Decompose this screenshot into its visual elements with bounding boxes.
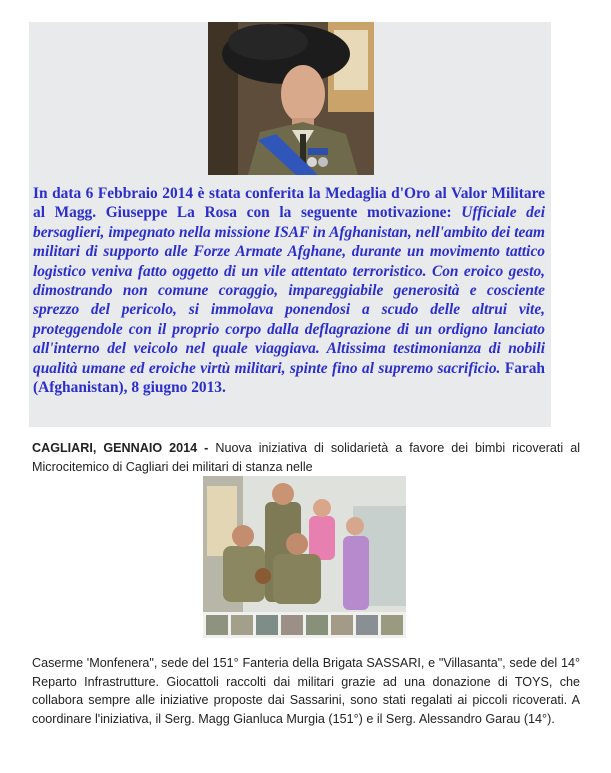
news-intro: Nuova iniziativa di solidarietà a favore dei bimbi ricoverati al Microcitemico di Cagliari dei militari di stanza nelle xyxy=(32,441,580,474)
medal-lead: In data 6 Febbraio 2014 è stata conferita la Medaglia d'Oro al Valor Militare al Magg. Giuseppe La Rosa con la seguente motivazione: xyxy=(33,185,545,222)
news-intro-paragraph xyxy=(32,439,580,477)
medal-citation: Ufficiale dei bersaglieri, impegnato nella missione ISAF in Afghanistan, nell'ambito dei team militari di supporto alle Forze Armate Afghane, durante un movimento tattico logistico veniva fatto oggetto di un vile attentato terroristico. Con eroico gesto, dimostrando non comune coraggio, impareggiabile generosità e cosciente sprezzo del pericolo, si immolava ponendosi a scudo delle altrui vite, proteggendole con il proprio corpo dalla deflagrazione di un ordigno lanciato all'interno del veicolo nel quale viaggiava. Altissima testimonianza di nobili qualità umane ed eroiche virtù militari, spinte fino al supremo sacrificio. xyxy=(33,204,545,377)
news-dateline: CAGLIARI, GENNAIO 2014 - xyxy=(32,441,209,455)
medal-citation-paragraph xyxy=(33,184,545,397)
medal-place-date: Farah (Afghanistan), 8 giugno 2013. xyxy=(33,359,545,397)
soldiers-photo-illustration xyxy=(203,476,406,638)
soldiers-with-children-photo xyxy=(203,476,406,638)
officer-portrait-illustration xyxy=(208,22,374,175)
medal-section xyxy=(29,22,551,427)
news-body-paragraph: Caserme 'Monfenera", sede del 151° Fanteria della Brigata SASSARI, e "Villasanta", sede del 14° Reparto Infrastrutture. Giocattoli raccolti dai militari grazie ad una donazione di TOYS, che collabora sempre alle iniziative proposte dai Sassarini, sono stati regalati ai piccoli ricoverati. A coordinare l'iniziativa, il Serg. Magg Gianluca Murgia (151°) e il Serg. Alessandro Garau (14°). xyxy=(32,656,580,726)
officer-portrait-photo xyxy=(208,22,374,175)
